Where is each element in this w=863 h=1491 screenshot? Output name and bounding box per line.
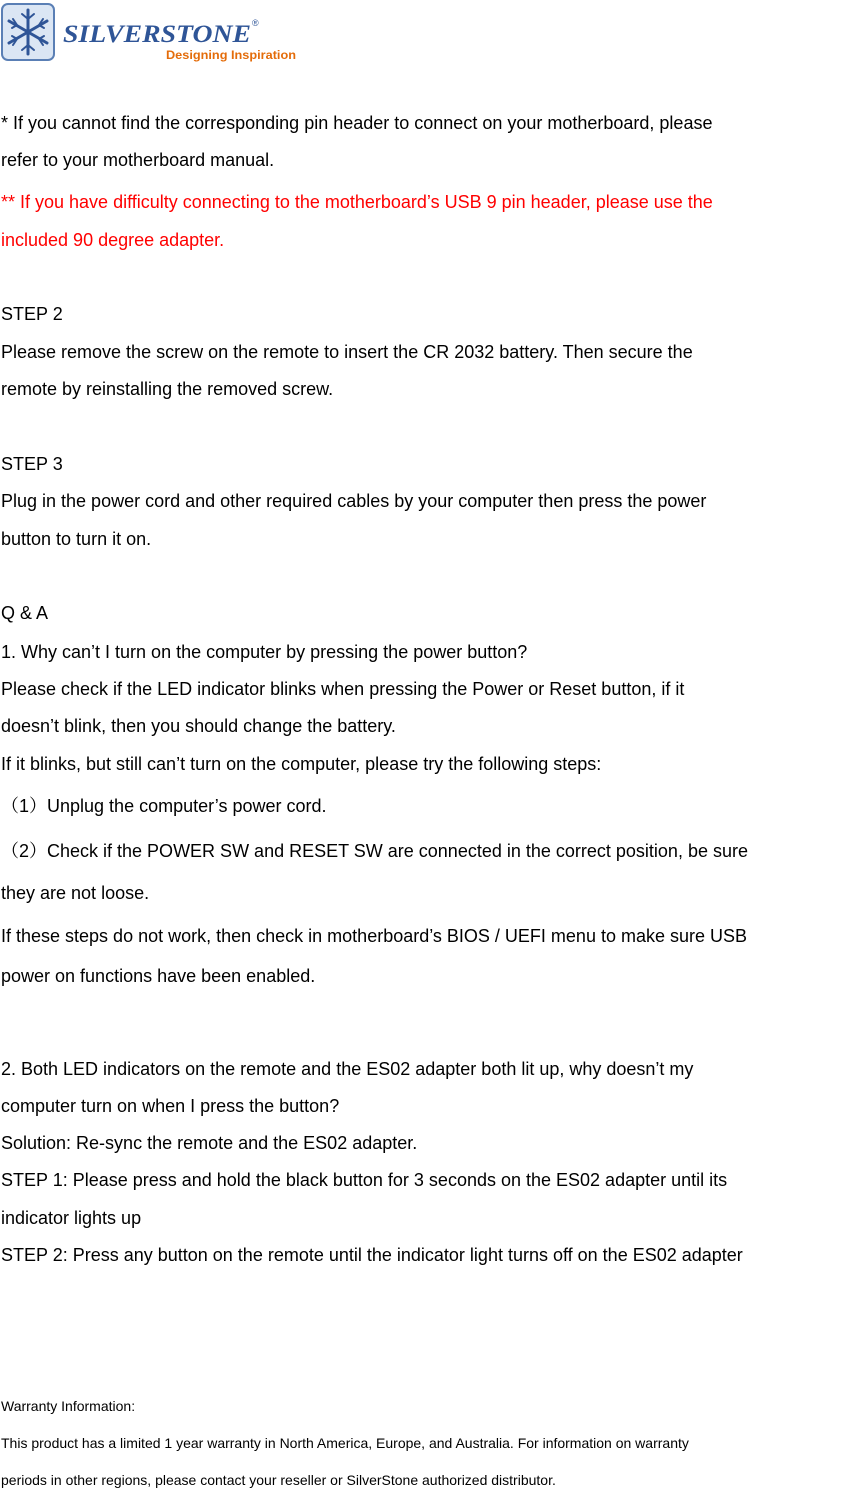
note-1-line-1: * If you cannot find the corresponding pin header to connect on your motherboard, please <box>1 113 713 133</box>
note-2-line-1: ** If you have difficulty connecting to the motherboard’s USB 9 pin header, please use the <box>1 192 713 212</box>
q2-step-2: STEP 2: Press any button on the remote until the indicator light turns off on the ES02 adapter <box>1 1245 743 1265</box>
step-2-line-1: Please remove the screw on the remote to insert the CR 2032 battery. Then secure the <box>1 342 693 362</box>
step-3-line-2: button to turn it on. <box>1 529 152 549</box>
note-2-line-2: included 90 degree adapter. <box>1 230 225 250</box>
warranty-line-2: periods in other regions, please contact your reseller or SilverStone authorized distributor. <box>1 1472 556 1488</box>
q1-step-2: （2）Check if the POWER SW and RESET SW are connected in the correct position, be sure <box>1 841 748 861</box>
q1-answer-line: Please check if the LED indicator blinks when pressing the Power or Reset button, if it <box>1 679 685 699</box>
q2-solution: Solution: Re-sync the remote and the ES02 adapter. <box>1 1133 418 1153</box>
note-1-line-2: refer to your motherboard manual. <box>1 150 275 170</box>
step-3-line-1: Plug in the power cord and other required cables by your computer then press the power <box>1 491 707 511</box>
q2-step-1: STEP 1: Please press and hold the black button for 3 seconds on the ES02 adapter until its <box>1 1170 728 1190</box>
q1-question: 1. Why can’t I turn on the computer by pressing the power button? <box>1 642 528 662</box>
silverstone-logo <box>0 2 300 64</box>
registered-mark: ® <box>252 18 259 28</box>
step-2-heading: STEP 2 <box>1 304 63 324</box>
step-2-line-2: remote by reinstalling the removed screw. <box>1 379 334 399</box>
q1-answer-line: they are not loose. <box>1 883 150 903</box>
brand-name: SILVERSTONE <box>63 21 251 48</box>
q2-question-line-2: computer turn on when I press the button? <box>1 1096 340 1116</box>
q2-step-1-cont: indicator lights up <box>1 1208 142 1228</box>
q1-answer-line: If it blinks, but still can’t turn on the computer, please try the following steps: <box>1 754 602 774</box>
warranty-heading: Warranty Information: <box>1 1398 136 1414</box>
q1-answer-line: power on functions have been enabled. <box>1 966 316 986</box>
qa-heading: Q & A <box>1 603 49 623</box>
q1-answer-line: doesn’t blink, then you should change the battery. <box>1 716 396 736</box>
step-3-heading: STEP 3 <box>1 454 63 474</box>
q1-answer-line: If these steps do not work, then check in motherboard’s BIOS / UEFI menu to make sure USB <box>1 926 748 946</box>
snowflake-icon <box>2 4 54 60</box>
warranty-line-1: This product has a limited 1 year warranty in North America, Europe, and Australia. For information on warranty <box>1 1435 689 1451</box>
q1-step-1: （1）Unplug the computer’s power cord. <box>1 796 327 816</box>
q2-question-line-1: 2. Both LED indicators on the remote and the ES02 adapter both lit up, why doesn’t my <box>1 1059 694 1079</box>
brand-tagline: Designing Inspiration <box>166 48 296 62</box>
